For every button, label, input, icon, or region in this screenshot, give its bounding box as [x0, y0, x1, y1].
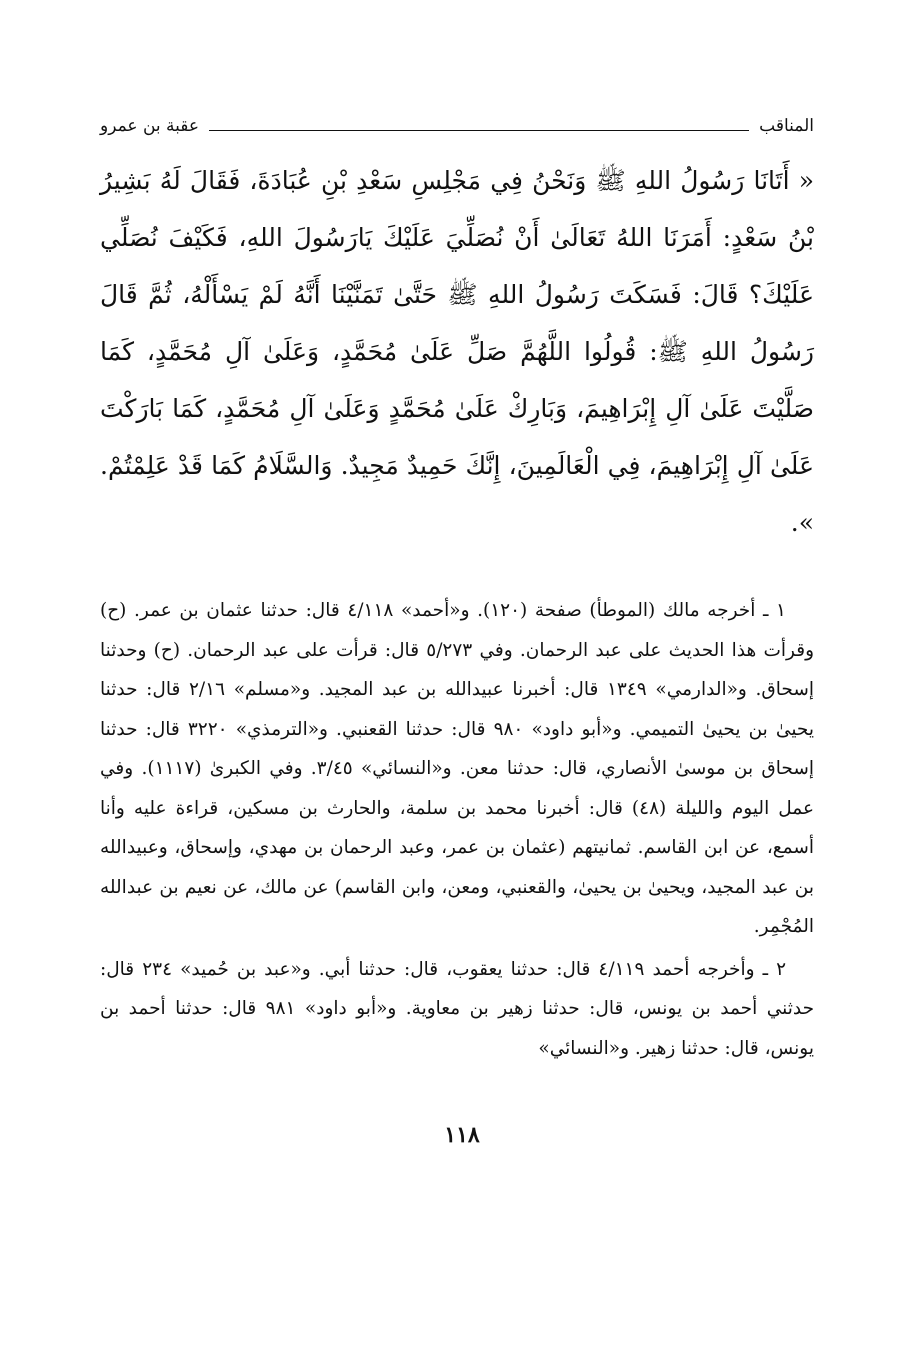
running-header: [100, 108, 814, 138]
footnote-2: ٢ ـ وأخرجه أحمد ٤/١١٩ قال: حدثنا يعقوب، قال: حدثنا أبي. و«عبد بن حُميد» ٢٣٤ قال: حدثني أحمد بن يونس، قال: حدثنا زهير بن معاوية. و«أبو داود» ٩٨١ قال: حدثنا أحمد بن يونس، قال: حدثنا زهير. و«النسائي»: [100, 958, 815, 1059]
hadith-paragraph: « أَتَانَا رَسُولُ اللهِ ﷺ وَنَحْنُ فِي مَجْلِسِ سَعْدِ بْنِ عُبَادَةَ، فَقَالَ لَهُ بَشِيرُ بْنُ سَعْدٍ: أَمَرَنَا اللهُ تَعَالَىٰ أَنْ نُصَلِّيَ عَلَيْكَ يَارَسُولَ اللهِ، فَكَيْفَ نُصَلِّي عَلَيْكَ؟ قَالَ: فَسَكَتَ رَسُولُ اللهِ ﷺ حَتَّىٰ تَمَنَّيْنَا أَنَّهُ لَمْ يَسْأَلْهُ، ثُمَّ قَالَ رَسُولُ اللهِ ﷺ: قُولُوا اللَّهُمَّ صَلِّ عَلَىٰ مُحَمَّدٍ، وَعَلَىٰ آلِ مُحَمَّدٍ، كَمَا صَلَّيْتَ عَلَىٰ آلِ إِبْرَاهِيمَ، وَبَارِكْ عَلَىٰ مُحَمَّدٍ وَعَلَىٰ آلِ مُحَمَّدٍ، كَمَا بَارَكْتَ عَلَىٰ آلِ إِبْرَاهِيمَ، فِي الْعَالَمِينَ، إِنَّكَ حَمِيدٌ مَجِيدٌ. وَالسَّلَامُ كَمَا قَدْ عَلِمْتُمْ. ».: [100, 166, 814, 537]
hadith-text: [100, 152, 814, 551]
footnotes: [100, 591, 814, 1068]
header-section-title: المناقب: [759, 116, 814, 136]
header-chapter-title: عقبة بن عمرو: [100, 116, 200, 136]
footnote-1: ١ ـ أخرجه مالك (الموطأ) صفحة (١٢٠). و«أحمد» ٤/١١٨ قال: حدثنا عثمان بن عمر. (ح) وقرأت هذا الحديث على عبد الرحمان. وفي ٥/٢٧٣ قال: قرأت على عبد الرحمان. (ح) وحدثنا إسحاق. و«الدارمي» ١٣٤٩ قال: أخبرنا عبيدالله بن عبد المجيد. و«مسلم» ٢/١٦ قال: حدثنا يحيىٰ بن يحيىٰ التميمي. و«أبو داود» ٩٨٠ قال: حدثنا القعنبي. و«الترمذي» ٣٢٢٠ قال: حدثنا إسحاق بن موسىٰ الأنصاري، قال: حدثنا معن. و«النسائي» ٣/٤٥. وفي الكبرىٰ (١١١٧). وفي عمل اليوم والليلة (٤٨) قال: أخبرنا محمد بن سلمة، والحارث بن مسكين، قراءة عليه وأنا أسمع، عن ابن القاسم. ثمانيتهم (عثمان بن عمر، وعبد الرحمان بن مهدي، وإسحاق، وعبيدالله بن عبد المجيد، ويحيىٰ بن يحيىٰ، والقعنبي، ومعن، وابن القاسم) عن مالك، عن نعيم بن عبدالله المُجْمِر.: [100, 600, 815, 937]
page-number: ١١٨: [444, 1122, 480, 1148]
header-rule: [209, 130, 749, 131]
